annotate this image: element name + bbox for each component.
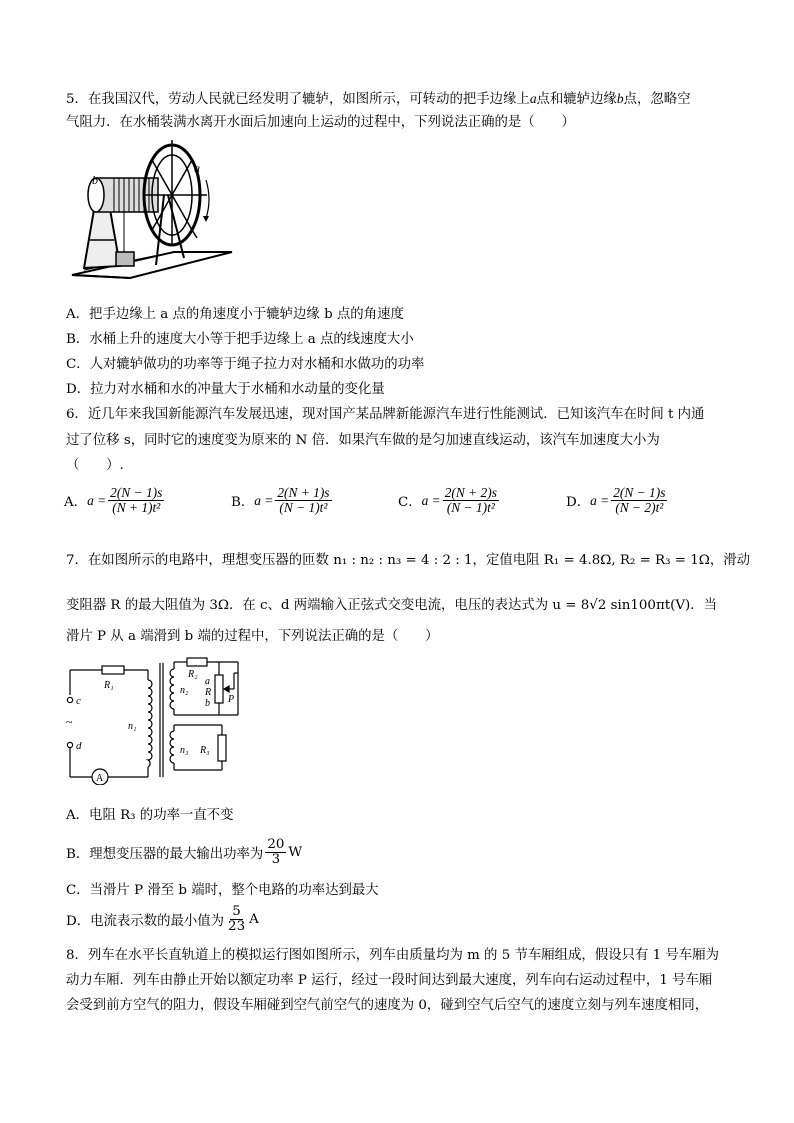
q6-option-a[interactable]: A． a = $\frac{2(N - 1)s}{\text{(N + 1)t²}}$ <box>64 485 163 516</box>
q7-option-d[interactable]: D．电流表示数的最小值为 $\frac{5}{23}$ A <box>66 904 259 935</box>
slider-end-b-label: b <box>205 698 210 709</box>
q8-line1: 8．列车在水平长直轨道上的模拟运行图如图所示，列车由质量均为 m 的 5 节车厢组成，假设只有 1 号车厢为 <box>66 948 719 963</box>
q5-option-c[interactable]: C．人对辘轳做功的功率等于绳子拉力对水桶和水做功的功率 <box>66 357 425 372</box>
q6-line2: 过了位移 s，同时它的速度变为原来的 N 倍．如果汽车做的是匀加速直线运动，该汽车加速度大小为 <box>66 433 660 448</box>
q6-option-c[interactable]: C． a = $\frac{2(N + 2)s}{\text{(N − 1)t²}}$ <box>398 485 497 516</box>
n3-label: n₃ <box>180 745 189 756</box>
q5-option-d[interactable]: D．拉力对水桶和水的冲量大于水桶和水动量的变化量 <box>66 382 385 397</box>
q7-option-a[interactable]: A．电阻 R₃ 的功率一直不变 <box>66 808 234 823</box>
q7-line3: 滑片 P 从 a 端滑到 b 端的过程中，下列说法正确的是（ ） <box>66 629 439 644</box>
q8-line3: 会受到前方空气的阻力，假设车厢碰到空气前空气的速度为 0，碰到空气后空气的速度立刻与列车速度相同， <box>66 998 709 1013</box>
transformer-circuit-figure <box>62 655 254 785</box>
ammeter-label: A <box>96 773 104 784</box>
q5-line2: 气阻力．在水桶装满水离开水面后加速向上运动的过程中，下列说法正确的是（ ） <box>66 115 575 130</box>
rheostat-r-label: R <box>205 687 212 698</box>
q6-option-b[interactable]: B． a = $\frac{2(N + 1)s}{\text{(N − 1)t²}}$ <box>231 485 330 516</box>
r1-label: R₁ <box>104 680 114 691</box>
n2-label: n₂ <box>180 685 189 696</box>
windlass-figure <box>64 140 234 290</box>
r2-label: R₂ <box>188 669 198 680</box>
q6-line3: （ ）. <box>66 458 124 473</box>
figure-label-b: b <box>92 173 98 187</box>
q7-line2: 变阻器 R 的最大阻值为 3Ω．在 c、d 两端输入正弦式交变电流，电压的表达式为 u = 8√2 sin100πt(V)．当 <box>66 598 718 613</box>
q7-line1: 7．在如图所示的电路中，理想变压器的匝数 n₁ : n₂ : n₃ = 4 : 2 : 1，定值电阻 R₁ = 4.8Ω, R₂ = R₃ = 1Ω，滑动 <box>66 553 751 568</box>
q8-line2: 动力车厢．列车由静止开始以额定功率 P 运行，经过一段时间达到最大速度，列车向右运动过程中，1 号车厢 <box>66 973 713 988</box>
q6-line1: 6．近几年来我国新能源汽车发展迅速，现对国产某品牌新能源汽车进行性能测试．已知该汽车在时间 t 内通 <box>66 407 705 422</box>
terminal-d-label: d <box>76 740 82 752</box>
q5-option-a[interactable]: A．把手边缘上 a 点的角速度小于辘轳边缘 b 点的角速度 <box>66 307 404 322</box>
q6-option-d[interactable]: D． a = $\frac{2(N - 1)s}{\text{(N − 2)t²}}$ <box>566 485 666 516</box>
figure-label-a: a <box>194 161 200 175</box>
ac-source-symbol: ~ <box>66 715 73 729</box>
terminal-c-label: c <box>76 695 81 707</box>
q7-option-c[interactable]: C．当滑片 P 滑至 b 端时，整个电路的功率达到最大 <box>66 883 379 898</box>
slider-p-label: P <box>228 694 235 705</box>
q5-line1: 5．在我国汉代，劳动人民就已经发明了辘轳，如图所示，可转动的把手边缘上a点和辘轳边缘b点，忽略空 <box>66 91 691 107</box>
q7-option-b[interactable]: B．理想变压器的最大输出功率为 $\frac{20}{3}$ W <box>66 837 303 868</box>
q5-option-b[interactable]: B．水桶上升的速度大小等于把手边缘上 a 点的线速度大小 <box>66 332 414 347</box>
slider-end-a-label: a <box>205 676 210 687</box>
n1-label: n₁ <box>128 721 137 732</box>
r3-label: R₃ <box>200 745 210 756</box>
